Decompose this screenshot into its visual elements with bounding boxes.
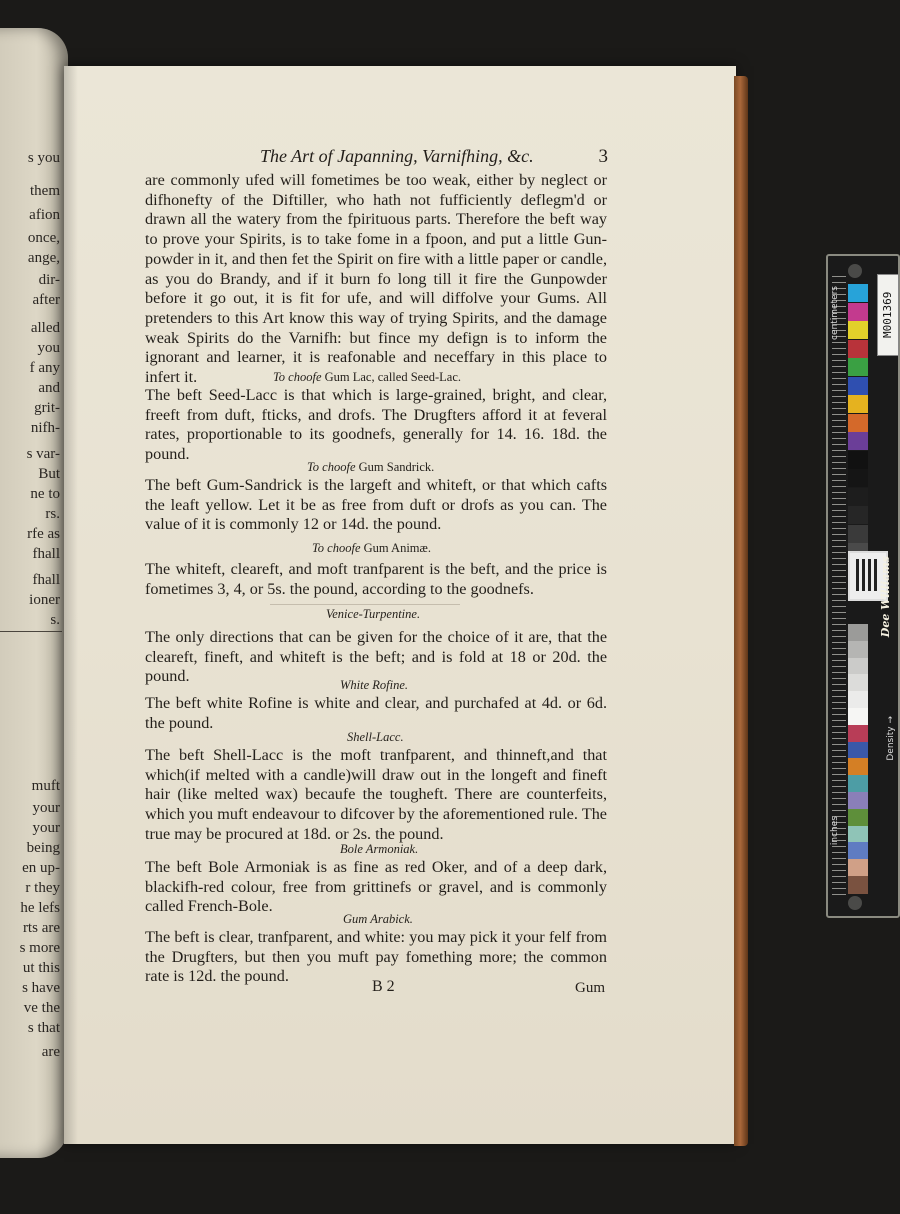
facing-page-line: rts are [22, 920, 60, 936]
color-swatch [848, 432, 868, 450]
facing-page-line: rs. [45, 506, 60, 522]
facing-page-line: them [30, 183, 60, 199]
density-label: Density → [886, 716, 896, 761]
target-brand: Dee Williams [879, 556, 892, 638]
gray-swatch [848, 658, 868, 676]
gray-swatch [848, 758, 868, 776]
running-title: The Art of Japanning, Varnifhing, &c. [260, 146, 534, 166]
target-hole-top [848, 264, 862, 278]
color-swatch [848, 525, 868, 543]
facing-page-line: s you [27, 150, 60, 166]
facing-page-line: ange, [27, 250, 60, 266]
gray-swatch [848, 725, 868, 743]
color-calibration-target [826, 254, 900, 918]
gray-swatch [848, 674, 868, 692]
gray-swatch [848, 809, 868, 827]
facing-page-line: muft [31, 778, 60, 794]
facing-page-line: s have [22, 980, 60, 996]
color-swatch [848, 284, 868, 302]
facing-page-line: he lefs [20, 900, 60, 916]
color-swatch [848, 377, 868, 395]
color-swatch [848, 321, 868, 339]
gray-swatch [848, 876, 868, 894]
color-swatch [848, 488, 868, 506]
heading-venice-turpentine: Venice-Turpentine. [326, 607, 421, 621]
heading-gum-animae: To choofe Gum Animæ. [312, 541, 431, 555]
section-gum-animae: The whiteft, cleareft, and moft tranfparent is the beft, and the price is fometimes 3, 4, or 5s. the pound, according to the goodnefs. [145, 560, 607, 598]
gray-swatch [848, 775, 868, 793]
paper-crease [270, 604, 460, 605]
section-white-rosine: The beft white Rofine is white and clear, and purchafed at 4d. or 6d. the pound. [145, 694, 607, 732]
facing-page-line: s var- [26, 446, 60, 462]
facing-page-line: your [32, 820, 60, 836]
facing-page-line: alled [30, 320, 60, 336]
facing-page-line: your [32, 800, 60, 816]
color-swatch [848, 506, 868, 524]
gray-swatch [848, 624, 868, 642]
facing-page-line: nifh- [30, 420, 60, 436]
facing-page-line: s. [50, 612, 60, 628]
section-gum-sandrick: The beft Gum-Sandrick is the largeft and whiteft, or that which cafts the leaft yellow. Let it be as free from duft or drofs as you can. The value of it is commonly 12 or 14d. the pound. [145, 476, 607, 534]
gray-swatch [848, 708, 868, 726]
facing-page-line: dir- [38, 272, 60, 288]
color-swatch [848, 340, 868, 358]
gray-swatch [848, 842, 868, 860]
heading-bole-armoniak: Bole Armoniak. [340, 842, 419, 856]
unit-label-inches: inches [830, 816, 840, 846]
facing-page-line: afion [29, 207, 60, 223]
section-venice-turpentine: The only directions that can be given for the choice of it are, that the cleareft, fineft, and whiteft is the beft; and is fold at 18 or 20d. the pound. [145, 628, 607, 686]
target-code: M001369 [881, 291, 894, 339]
facing-page-line: once, [27, 230, 60, 246]
gutter-shadow [64, 66, 78, 1144]
facing-page-line: ioner [29, 592, 60, 608]
facing-page-line: r they [25, 880, 60, 896]
gray-swatch [848, 826, 868, 844]
facing-page-line: being [26, 840, 60, 856]
gray-swatch [848, 742, 868, 760]
running-header [260, 146, 608, 167]
ruler-scale [832, 276, 846, 896]
heading-gum-arabick: Gum Arabick. [343, 912, 413, 926]
facing-page-line: f any [29, 360, 60, 376]
facing-page-line: s more [19, 940, 60, 956]
facing-page-line: ne to [30, 486, 60, 502]
facing-page-line: you [37, 340, 60, 356]
facing-page-line: and [38, 380, 60, 396]
facing-page-line: s that [27, 1020, 60, 1036]
color-swatch [848, 414, 868, 432]
color-swatch [848, 358, 868, 376]
section-seed-lac: The beft Seed-Lacc is that which is large-grained, bright, and clear, freeft from duft, fticks, and drofs. The Drugfters afford it at feveral rates, proportionable to its goodnefs, generally for 14. 16. 18d. the pound. [145, 386, 607, 464]
heading-shell-lacc: Shell-Lacc. [347, 730, 404, 744]
facing-page-line: after [32, 292, 60, 308]
facing-page-line: fhall [32, 546, 60, 562]
target-code-strip [877, 274, 899, 356]
gray-swatch [848, 859, 868, 877]
gray-swatch [848, 691, 868, 709]
color-swatch [848, 395, 868, 413]
page-edge [734, 76, 748, 1146]
color-swatch [848, 451, 868, 469]
facing-page-line: fhall [32, 572, 60, 588]
signature-mark: B 2 [372, 978, 395, 995]
facing-page-line: grit- [34, 400, 60, 416]
section-shell-lacc: The beft Shell-Lacc is the moft tranfparent, and thinneft,and that which(if melted with a candle)will draw out in the longeft and fineft hair (like melted wax) becaufe the tougheft. There are counterfeits, which you muft endeavour to difcover by the aforementioned rule. The true may be procured at 18d. or 2s. the pound. [145, 746, 607, 843]
facing-page-line: ve the [23, 1000, 60, 1016]
unit-label-centimeters: centimeters [830, 286, 840, 340]
heading-gum-sandrick: To choofe Gum Sandrick. [307, 460, 435, 474]
gray-swatch [848, 641, 868, 659]
page-number: 3 [598, 146, 608, 167]
facing-page-line: ut this [22, 960, 60, 976]
section-bole-armoniak: The beft Bole Armoniak is as fine as red Oker, and of a deep dark, blackifh-red colour, free from grittinefs or gravel, and is commonly called French-Bole. [145, 858, 607, 916]
facing-page-rule [0, 631, 62, 632]
target-hole-bottom [848, 896, 862, 910]
facing-page-line: en up- [22, 860, 60, 876]
heading-white-rosine: White Rofine. [340, 678, 409, 692]
intro-paragraph: are commonly ufed will fometimes be too weak, either by neglect or difhonefty of the Diftiller, who hath not fufficiently deflegm'd or drawn all the watery from the fpirituous parts. Therefore the beft way to prove your Spirits, is to take fome in a fpoon, and put a little Gun-powder in it, and then fet the Spirit on fire with a little paper or candle, as you do Brandy, and if it burn fo long till it fire the Gunpowder before it go out, it is fit for ufe, and will diffolve your Gums. All pretenders to this Art know this way of trying Spirits, and the damage weak Spirits do the Varnifh: but fince my defign is to inform the ignorant and learner, it is reafonable and neceffary in this place to infert it. [145, 171, 607, 387]
section-gum-arabick: The beft is clear, tranfparent, and white: you may pick it your felf from the Drugfters, but then you muft pay fomething more; the common rate is 12d. the pound. [145, 928, 607, 986]
catchword: Gum [575, 980, 605, 996]
color-swatch [848, 303, 868, 321]
color-swatch [848, 469, 868, 487]
facing-page-line: But [38, 466, 60, 482]
facing-page-line: rfe as [27, 526, 60, 542]
heading-seed-lac: To choofe Gum Lac, called Seed-Lac. [273, 370, 462, 384]
facing-page [0, 28, 68, 1158]
gray-swatch [848, 792, 868, 810]
facing-page-line: are [41, 1044, 60, 1060]
